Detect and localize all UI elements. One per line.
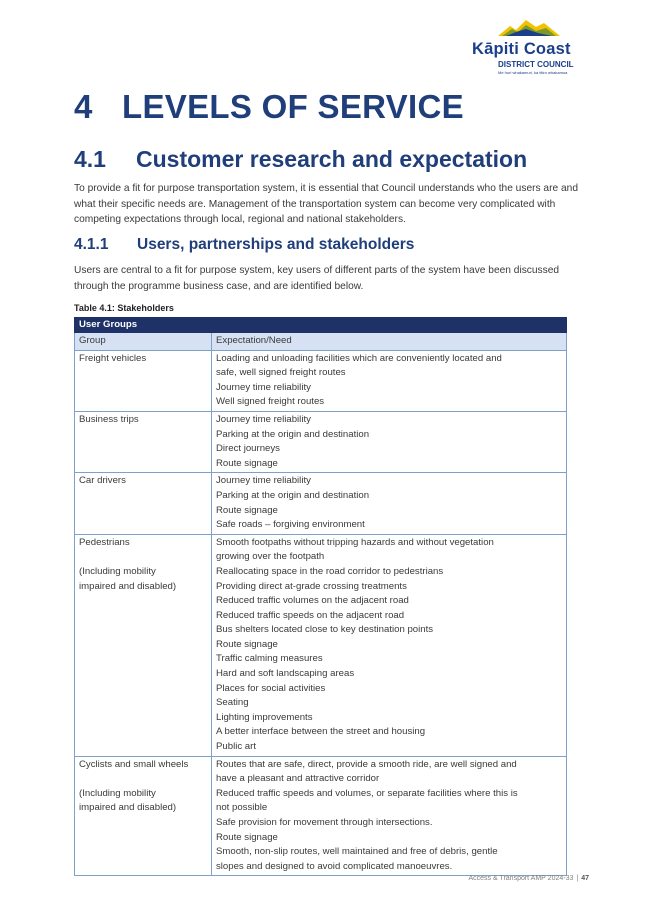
need-line: not possible bbox=[216, 802, 268, 814]
group-cell bbox=[75, 411, 212, 472]
table-title: User Groups bbox=[75, 318, 567, 333]
group-line: Car drivers bbox=[79, 475, 126, 487]
need-line: Seating bbox=[216, 697, 249, 709]
need-line: Providing direct at-grade crossing treatments bbox=[216, 580, 407, 592]
need-line: Journey time reliability bbox=[216, 381, 311, 393]
section-title: LEVELS OF SERVICE bbox=[122, 88, 464, 125]
group-line: (Including mobility bbox=[79, 565, 156, 577]
mountain-logo-icon bbox=[496, 18, 562, 38]
table-caption: Table 4.1: Stakeholders bbox=[74, 303, 174, 313]
subsection-number: 4.1 bbox=[74, 146, 106, 172]
need-line: Traffic calming measures bbox=[216, 653, 323, 665]
need-line: Route signage bbox=[216, 457, 278, 469]
need-line: Reduced traffic volumes on the adjacent road bbox=[216, 595, 409, 607]
users-paragraph: Users are central to a fit for purpose system, key users of different parts of the system have been discussed through the programme business case, and are identified below. bbox=[74, 265, 560, 292]
need-line: Places for social activities bbox=[216, 682, 326, 694]
need-line: slopes and designed to avoid complicated manoeuvres. bbox=[216, 860, 453, 872]
need-line: Smooth footpaths without tripping hazards and without vegetation bbox=[216, 536, 494, 548]
section-heading bbox=[74, 88, 464, 126]
need-line: Route signage bbox=[216, 504, 278, 516]
logo-tagline: Me huri whakamuri, ka titiro whakamua bbox=[498, 70, 568, 75]
need-line: Hard and soft landscaping areas bbox=[216, 668, 355, 680]
table-row bbox=[75, 411, 567, 472]
need-line: safe, well signed freight routes bbox=[216, 367, 346, 379]
need-line: Route signage bbox=[216, 831, 278, 843]
group-line: (Including mobility bbox=[79, 787, 156, 799]
need-line: Well signed freight routes bbox=[216, 396, 325, 408]
need-line: Smooth, non-slip routes, well maintained and free of debris, gentle bbox=[216, 846, 498, 858]
logo-name: Kāpiti Coast bbox=[472, 40, 571, 58]
page-number: 47 bbox=[581, 875, 589, 882]
column-header-group: Group bbox=[75, 333, 212, 351]
subsection-title: Customer research and expectation bbox=[136, 146, 528, 172]
logo-council: DISTRICT COUNCIL bbox=[498, 60, 574, 69]
need-cell bbox=[212, 473, 567, 534]
need-line: Lighting improvements bbox=[216, 711, 313, 723]
need-cell bbox=[212, 756, 567, 876]
group-line: Cyclists and small wheels bbox=[79, 758, 189, 770]
table-row bbox=[75, 473, 567, 534]
need-cell bbox=[212, 534, 567, 756]
subsubsection-heading bbox=[74, 236, 414, 254]
subsubsection-title: Users, partnerships and stakeholders bbox=[137, 236, 415, 253]
need-line: Reduced traffic speeds and volumes, or separate facilities where this is bbox=[216, 787, 518, 799]
column-header-need: Expectation/Need bbox=[212, 333, 567, 351]
section-number: 4 bbox=[74, 88, 93, 125]
need-line: Route signage bbox=[216, 638, 278, 650]
group-line: Freight vehicles bbox=[79, 352, 147, 364]
group-cell bbox=[75, 534, 212, 756]
council-logo bbox=[470, 18, 594, 80]
group-line: Pedestrians bbox=[79, 536, 130, 548]
need-line: Loading and unloading facilities which are conveniently located and bbox=[216, 352, 502, 364]
intro-paragraph: To provide a fit for purpose transportation system, it is essential that Council understands who the users are and what their specific needs are. Management of the transportation system can become very complicated with competing expectations through local, regional and national stakeholders. bbox=[74, 183, 578, 225]
need-line: Journey time reliability bbox=[216, 413, 311, 425]
page-footer bbox=[468, 875, 589, 882]
need-line: growing over the footpath bbox=[216, 551, 325, 563]
need-line: Safe provision for movement through intersections. bbox=[216, 817, 433, 828]
table-row bbox=[75, 350, 567, 411]
footer-document-title: Access & Transport AMP 2024-33 bbox=[468, 875, 574, 882]
footer-separator: | bbox=[576, 875, 579, 882]
need-line: Journey time reliability bbox=[216, 475, 311, 487]
group-cell bbox=[75, 350, 212, 411]
need-cell bbox=[212, 350, 567, 411]
need-line: A better interface between the street and housing bbox=[216, 726, 426, 738]
group-line: impaired and disabled) bbox=[79, 802, 177, 814]
need-line: Public art bbox=[216, 741, 256, 753]
need-line: have a pleasant and attractive corridor bbox=[216, 773, 380, 785]
need-line: Direct journeys bbox=[216, 443, 280, 455]
table-row bbox=[75, 534, 567, 756]
need-line: Reduced traffic speeds on the adjacent road bbox=[216, 609, 405, 621]
need-line: Parking at the origin and destination bbox=[216, 428, 370, 440]
table-row bbox=[75, 756, 567, 876]
group-line bbox=[79, 550, 207, 565]
subsection-heading bbox=[74, 146, 527, 173]
group-cell bbox=[75, 473, 212, 534]
need-line: Reallocating space in the road corridor to pedestrians bbox=[216, 565, 444, 577]
need-line: Safe roads – forgiving environment bbox=[216, 519, 365, 531]
need-line: Routes that are safe, direct, provide a smooth ride, are well signed and bbox=[216, 758, 517, 770]
need-line: Bus shelters located close to key destination points bbox=[216, 624, 434, 636]
group-line: Business trips bbox=[79, 413, 139, 425]
need-line: Parking at the origin and destination bbox=[216, 489, 370, 501]
group-line bbox=[79, 772, 207, 787]
group-line: impaired and disabled) bbox=[79, 580, 177, 592]
group-cell bbox=[75, 756, 212, 876]
subsubsection-number: 4.1.1 bbox=[74, 236, 109, 253]
stakeholders-table bbox=[74, 317, 567, 876]
need-cell bbox=[212, 411, 567, 472]
table-body bbox=[75, 350, 567, 876]
